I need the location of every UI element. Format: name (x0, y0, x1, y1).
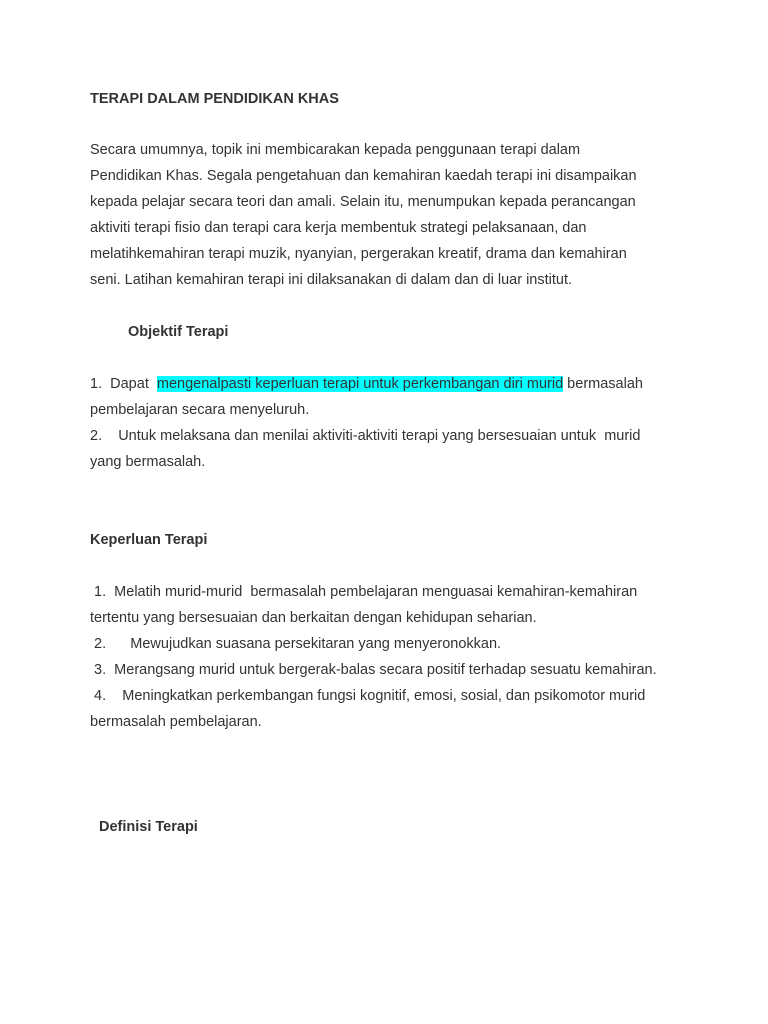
keperluan-line: 4. Meningkatkan perkembangan fungsi kognitif, emosi, sosial, dan psikomotor murid (90, 688, 646, 704)
keperluan-list (90, 579, 690, 735)
objektif-item-1-suffix: bermasalah (563, 376, 643, 392)
intro-line: Pendidikan Khas. Segala pengetahuan dan kemahiran kaedah terapi ini disampaikan (90, 168, 637, 184)
objektif-item-1 (90, 371, 690, 397)
highlighted-text: mengenalpasti keperluan terapi untuk perkembangan diri murid (156, 376, 564, 392)
objektif-heading: Objektif Terapi (128, 324, 229, 340)
intro-line: aktiviti terapi fisio dan terapi cara kerja membentuk strategi pelaksanaan, dan (90, 220, 587, 236)
intro-line: kepada pelajar secara teori dan amali. Selain itu, menumpukan kepada perancangan (90, 194, 636, 210)
objektif-item-2: 2. Untuk melaksana dan menilai aktiviti-aktiviti terapi yang bersesuaian untuk murid (90, 428, 641, 444)
objektif-item-1-cont: pembelajaran secara menyeluruh. (90, 402, 310, 418)
keperluan-line: 2. Mewujudkan suasana persekitaran yang menyeronokkan. (90, 636, 502, 652)
objektif-item-1-prefix: 1. Dapat (90, 376, 157, 392)
intro-line: melatihkemahiran terapi muzik, nyanyian, pergerakan kreatif, drama dan kemahiran (90, 246, 627, 262)
keperluan-line: 1. Melatih murid-murid bermasalah pembelajaran menguasai kemahiran-kemahiran (90, 584, 638, 600)
objektif-item-2-cont: yang bermasalah. (90, 454, 206, 470)
intro-line: Secara umumnya, topik ini membicarakan kepada penggunaan terapi dalam (90, 142, 581, 158)
objektif-list (90, 371, 690, 475)
keperluan-heading: Keperluan Terapi (90, 532, 208, 548)
intro-line: seni. Latihan kemahiran terapi ini dilaksanakan di dalam dan di luar institut. (90, 272, 573, 288)
definisi-heading: Definisi Terapi (99, 819, 198, 835)
keperluan-line: 3. Merangsang murid untuk bergerak-balas secara positif terhadap sesuatu kemahiran. (90, 662, 657, 678)
keperluan-line: tertentu yang bersesuaian dan berkaitan dengan kehidupan seharian. (90, 610, 537, 626)
intro-paragraph (90, 137, 690, 293)
keperluan-line: bermasalah pembelajaran. (90, 714, 262, 730)
document-title: TERAPI DALAM PENDIDIKAN KHAS (90, 91, 339, 107)
